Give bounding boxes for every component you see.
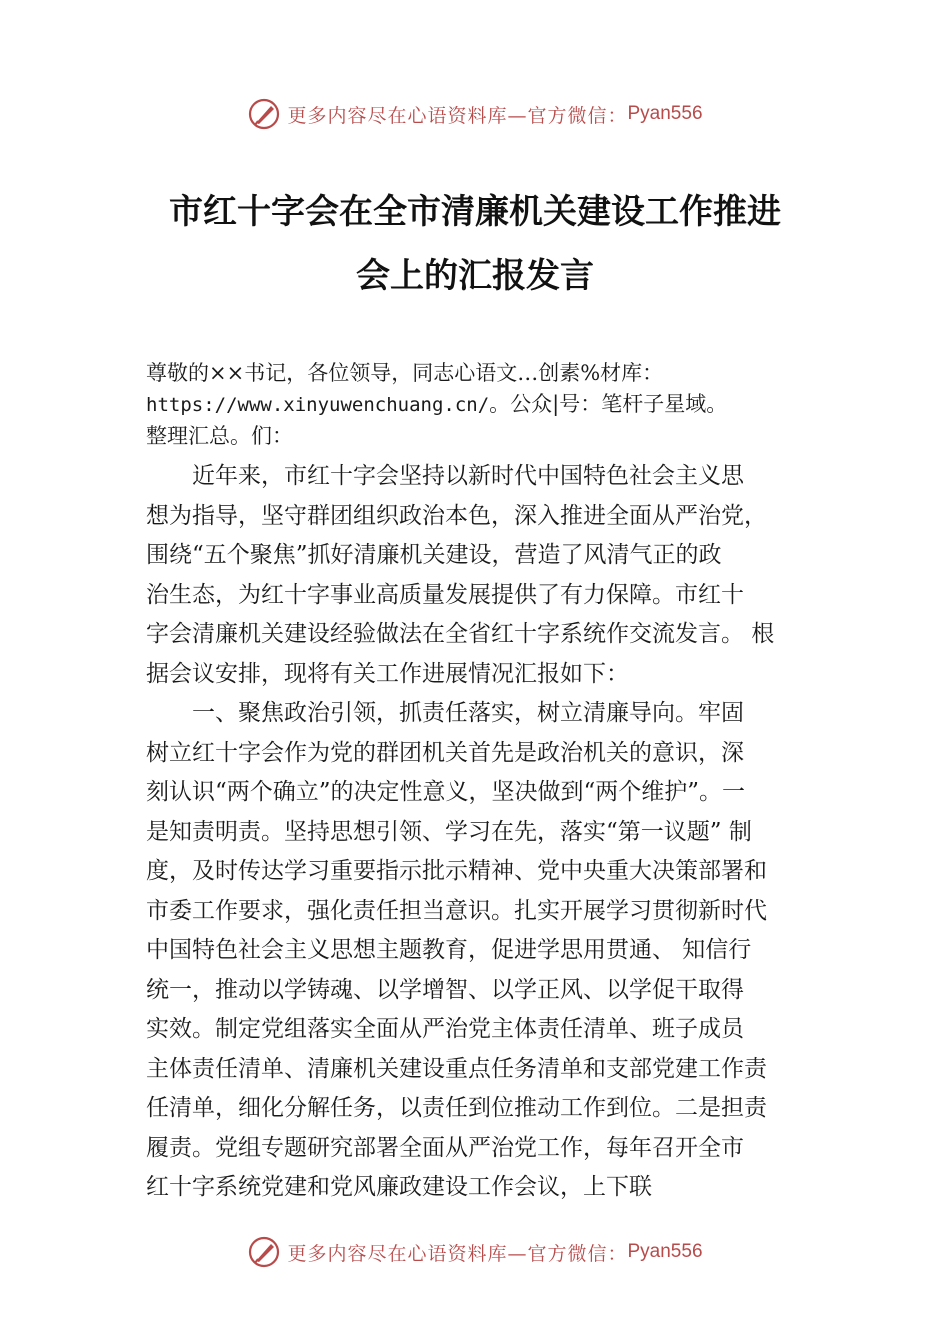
body-line: 主体责任清单、清廉机关建设重点任务清单和支部党建工作责 [146, 1055, 767, 1082]
body-line: 统一，推动以学铸魂、以学增智、以学正风、以学促干取得 [146, 976, 744, 1003]
body-line: 实效。制定党组落实全面从严治党主体责任清单、班子成员 [146, 1016, 744, 1042]
banner-wechat-id: Pyan556 [627, 1241, 703, 1262]
body-line: 红十字系统党建和党风廉政建设工作会议，上下联 [146, 1174, 652, 1200]
body-line: 履责。党组专题研究部署全面从严治党工作，每年召开全市 [146, 1134, 744, 1161]
body-line: 据会议安排，现将有关工作进展情况汇报如下： [146, 660, 629, 687]
quill-logo-icon [247, 1235, 281, 1269]
body-line: 近年来，市红十字会坚持以新时代中国特色社会主义思 [146, 463, 744, 489]
body-line: 一、聚焦政治引领，抓责任落实，树立清廉导向。牢固 [146, 700, 744, 726]
title-line-1: 市红十字会在全市清廉机关建设工作推进 [169, 192, 781, 232]
header-watermark-banner [0, 92, 950, 136]
banner-wechat-id: Pyan556 [627, 103, 703, 124]
body-line: 任清单，细化分解任务，以责任到位推动工作到位。二是担责 [146, 1095, 767, 1121]
banner-text: 更多内容尽在心语资料库—官方微信： [287, 1242, 628, 1265]
body-text [146, 457, 836, 1208]
body-line: 树立红十字会作为党的群团机关首先是政治机关的意识，深 [146, 739, 744, 766]
salutation-line-1: 尊敬的××书记，各位领导，同志心语文…创素%材库： [146, 361, 664, 385]
body-line: 字会清廉机关建设经验做法在全省红十字系统作交流发言。 根 [146, 621, 775, 647]
salutation-line-2-rest: 。公众|号：笔杆子星域。 [489, 392, 728, 416]
document-title [0, 180, 950, 308]
body-line: 刻认识“两个确立”的决定性意义，坚决做到“两个维护”。一 [146, 779, 746, 805]
salutation-line-2 [146, 389, 836, 421]
body-line: 中国特色社会主义思想主题教育，促进学思用贯通、 知信行 [146, 937, 752, 963]
salutation-line-3: 整理汇总。们： [146, 424, 293, 448]
body-line: 治生态，为红十字事业高质量发展提供了有力保障。市红十 [146, 581, 744, 608]
body-line: 市委工作要求，强化责任担当意识。扎实开展学习贯彻新时代 [146, 897, 767, 924]
banner-text: 更多内容尽在心语资料库—官方微信： [287, 104, 628, 127]
salutation-block [146, 358, 836, 452]
body-line: 围绕“五个聚焦”抓好清廉机关建设，营造了风清气正的政 [146, 542, 722, 568]
source-url: https://www.xinyuwenchuang.cn/ [146, 394, 490, 416]
footer-watermark-banner [0, 1230, 950, 1274]
quill-logo-icon [247, 97, 281, 131]
title-line-2: 会上的汇报发言 [356, 256, 594, 296]
body-line: 度，及时传达学习重要指示批示精神、党中央重大决策部署和 [146, 858, 767, 884]
body-line: 想为指导，坚守群团组织政治本色，深入推进全面从严治党， [146, 502, 767, 529]
body-line: 是知责明责。坚持思想引领、学习在先，落实“第一议题” 制 [146, 818, 752, 845]
